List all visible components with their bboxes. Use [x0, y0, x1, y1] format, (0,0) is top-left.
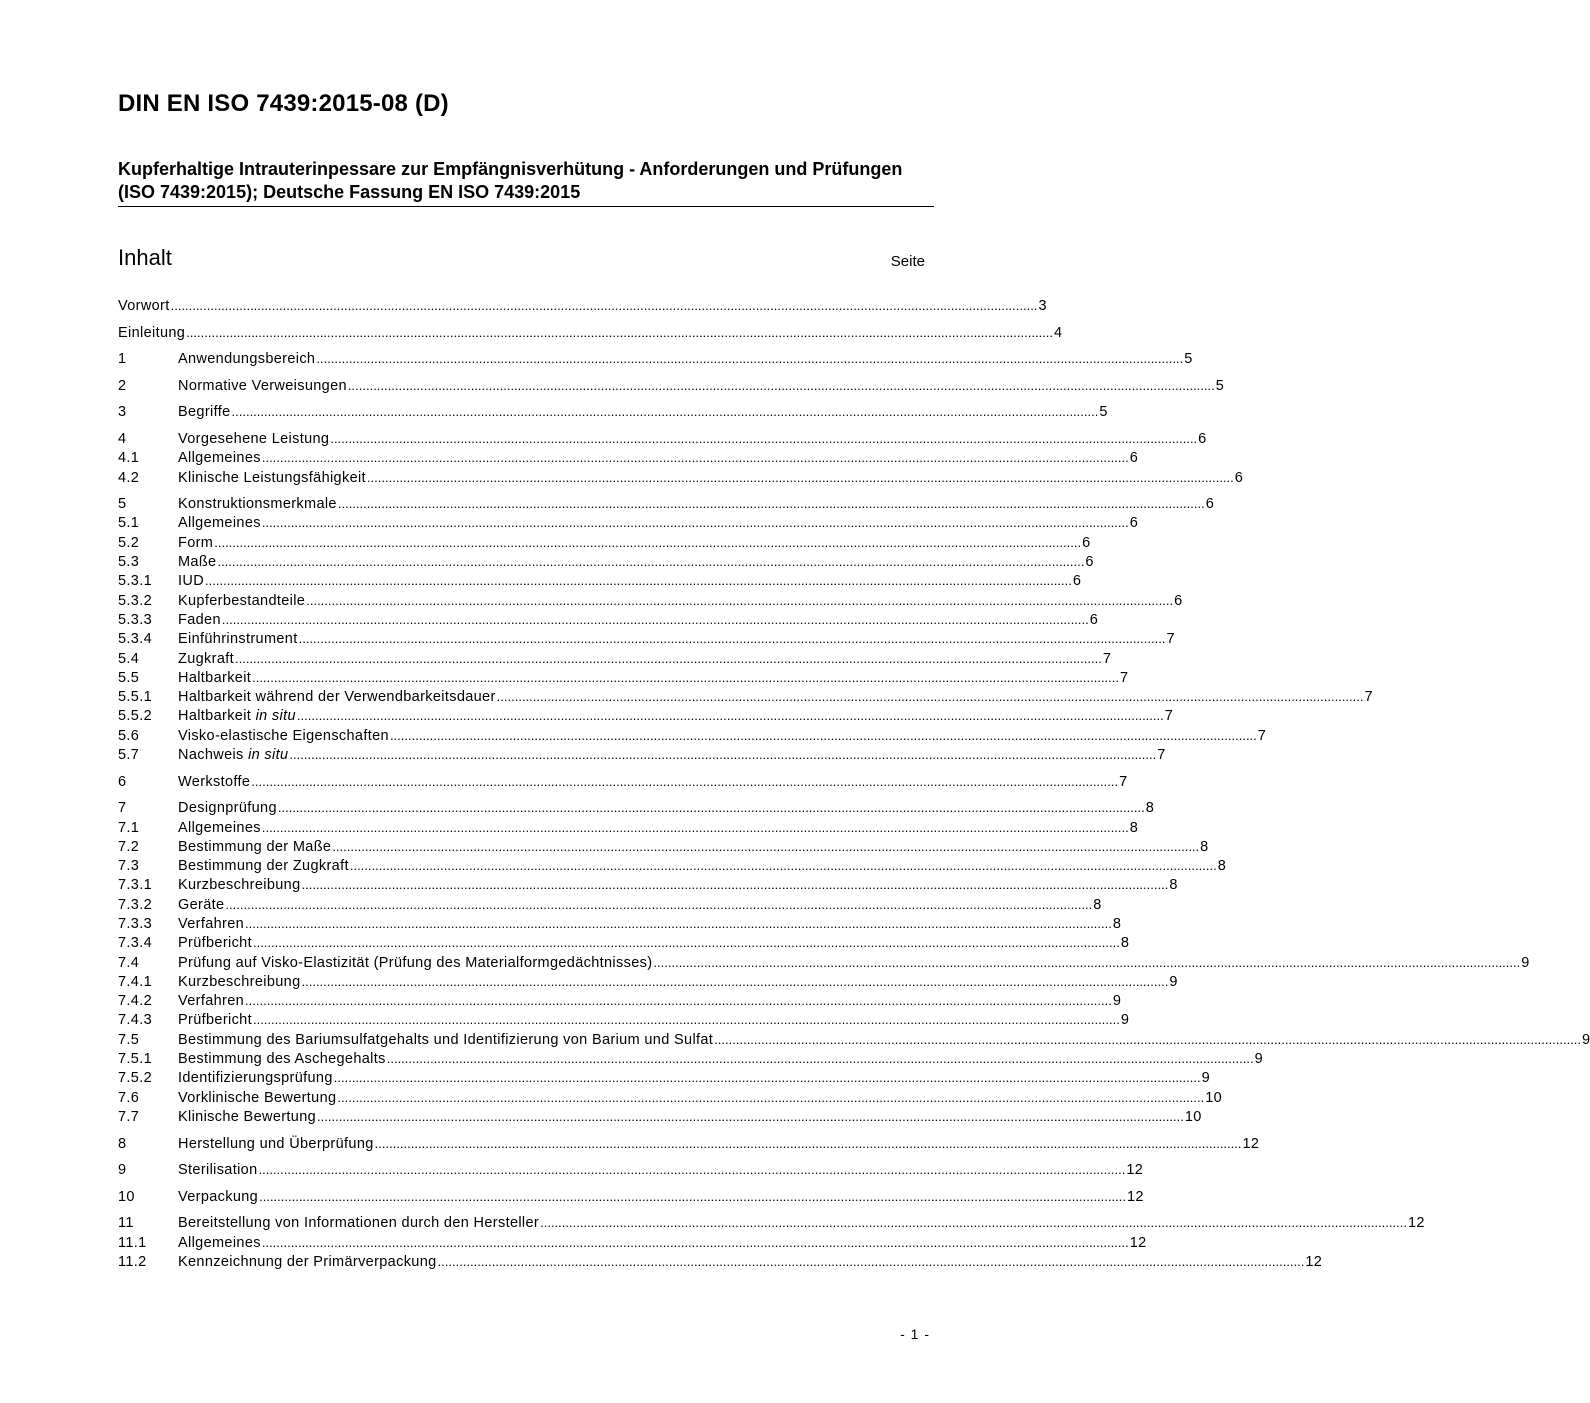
toc-entry-title: [178, 350, 315, 369]
toc-entry-page: 6: [1129, 450, 1139, 467]
toc-entry[interactable]: [118, 629, 1175, 648]
toc-entry-page: 12: [1242, 1135, 1260, 1152]
toc-dot-leader: [497, 687, 1364, 707]
toc-entry[interactable]: [118, 468, 1244, 487]
toc-entry-title-text: Identifizierungsprüfung: [178, 1070, 333, 1087]
table-of-contents: [118, 296, 1590, 1271]
toc-entry-title: [178, 1253, 437, 1272]
toc-entry[interactable]: [118, 972, 1178, 991]
toc-entry-title: [178, 1069, 333, 1088]
toc-entry-page: 8: [1169, 877, 1178, 894]
toc-entry-page: 7: [1119, 773, 1128, 790]
toc-entry-number: 7.7: [118, 1108, 140, 1125]
toc-entry-title: [178, 449, 261, 468]
toc-entry-title-text: Kupferbestandteile: [178, 592, 306, 609]
toc-entry-number: 1: [118, 351, 127, 368]
toc-entry[interactable]: [118, 1107, 1202, 1126]
toc-dot-leader: [301, 972, 1168, 992]
toc-entry-title: [178, 572, 204, 591]
toc-entry-number: 5.3.4: [118, 631, 152, 648]
toc-entry-number: 7.3.3: [118, 915, 152, 932]
toc-entry-title-text: Bestimmung des Bariumsulfatgehalts und Identifizierung von Barium und Sulfat: [178, 1031, 714, 1048]
toc-entry[interactable]: [118, 533, 1091, 552]
toc-entry-title-text: Haltbarkeit: [178, 708, 252, 725]
toc-entry-number: 7.5.2: [118, 1070, 152, 1087]
toc-entry-page: 12: [1407, 1215, 1425, 1232]
toc-entry-title: [178, 1108, 316, 1127]
toc-entry-page: 6: [1205, 496, 1215, 513]
toc-entry-number: 2: [118, 377, 127, 394]
toc-dot-leader: [289, 745, 1156, 765]
toc-entry-title: [178, 1161, 258, 1180]
toc-entry-number: 7.3.1: [118, 877, 152, 894]
toc-entry-page: 6: [1085, 554, 1094, 571]
toc-entry-title: [178, 838, 331, 857]
toc-entry-page: 12: [1126, 1188, 1144, 1205]
toc-entry-page: 3: [1038, 298, 1047, 314]
toc-entry-title-text: Klinische Bewertung: [178, 1108, 317, 1125]
toc-entry-page: 7: [1257, 727, 1267, 744]
toc-entry-number: 5.3.3: [118, 611, 152, 628]
toc-entry-page: 7: [1166, 631, 1175, 648]
toc-dot-leader: [297, 706, 1164, 726]
toc-entry[interactable]: [118, 687, 1373, 706]
toc-entry[interactable]: [118, 610, 1099, 629]
toc-entry-title-text: Prüfbericht: [178, 935, 252, 952]
toc-entry[interactable]: [118, 591, 1183, 610]
toc-entry-title: [178, 1031, 713, 1050]
toc-entry-title-text: Allgemeines: [178, 1234, 261, 1251]
toc-entry[interactable]: [118, 875, 1178, 894]
toc-entry-page: 12: [1129, 1234, 1147, 1251]
toc-entry-title: [178, 688, 496, 707]
toc-entry-number: 7.4.1: [118, 973, 152, 990]
toc-entry[interactable]: [118, 745, 1166, 764]
toc-entry-number: 5.4: [118, 650, 140, 667]
toc-entry-title: [178, 430, 329, 449]
toc-entry-title: [178, 915, 244, 934]
toc-entry-title-text: Allgemeines: [178, 450, 261, 467]
toc-entry-title: [118, 297, 170, 316]
toc-entry[interactable]: [118, 1088, 1223, 1107]
toc-entry[interactable]: [118, 296, 1047, 315]
toc-dot-leader: [259, 1160, 1126, 1180]
toc-entry-number: 10: [118, 1188, 135, 1205]
toc-entry-number: 11.1: [118, 1234, 147, 1251]
toc-page-label: Seite: [890, 253, 925, 270]
toc-entry-title-text: Verpackung: [178, 1188, 259, 1205]
toc-dot-leader: [438, 1252, 1305, 1272]
toc-entry[interactable]: [118, 1010, 1130, 1029]
toc-entry[interactable]: [118, 494, 1215, 513]
toc-entry-title: [178, 954, 652, 973]
toc-entry-page: 8: [1129, 819, 1139, 836]
toc-entry-title-text: Bestimmung des Aschegehalts: [178, 1051, 386, 1068]
toc-entry-title-text: Kurzbeschreibung: [178, 877, 301, 894]
toc-entry-title-text: Klinische Leistungsfähigkeit: [178, 469, 366, 486]
toc-entry-page: 9: [1521, 954, 1530, 971]
toc-entry-page: 7: [1102, 650, 1112, 667]
toc-entry-title-italic: in situ: [255, 708, 296, 725]
toc-entry-number: 5.5.1: [118, 689, 152, 706]
title-divider: [118, 206, 934, 207]
toc-entry-number: 4: [118, 430, 127, 447]
toc-entry-title-text: Zugkraft: [178, 650, 234, 667]
toc-entry-title: [178, 534, 213, 553]
toc-entry-page: 10: [1184, 1108, 1202, 1125]
toc-entry-title: [178, 650, 234, 669]
toc-entry-page: 7: [1157, 747, 1166, 764]
document-title: Kupferhaltige Intrauterinpessare zur Empfängnisverhütung - Anforderungen und Prüfungen (ISO 7439:2015); Deutsche Fassung EN ISO 7439:2015: [118, 159, 903, 202]
toc-entry-title-text: Einleitung: [118, 324, 186, 341]
toc-entry-number: 5.2: [118, 534, 140, 551]
toc-entry-number: 3: [118, 404, 127, 421]
toc-dot-leader: [259, 1187, 1126, 1207]
toc-entry[interactable]: [118, 649, 1112, 668]
toc-dot-leader: [299, 629, 1166, 649]
toc-dot-leader: [225, 895, 1092, 915]
toc-entry[interactable]: [118, 1068, 1211, 1087]
toc-entry-title-text: Herstellung und Überprüfung: [178, 1135, 374, 1152]
toc-entry-page: 6: [1129, 515, 1139, 532]
toc-entry-number: 5.7: [118, 747, 140, 764]
toc-dot-leader: [317, 1107, 1184, 1127]
toc-entry-title-text: Geräte: [178, 896, 225, 913]
toc-dot-leader: [375, 1134, 1242, 1154]
toc-entry[interactable]: [118, 991, 1122, 1010]
toc-entry-title-text: Verfahren: [178, 915, 245, 932]
toc-entry-page: 12: [1305, 1253, 1323, 1270]
toc-entry-title: [178, 746, 288, 765]
toc-entry-title: [178, 1234, 261, 1253]
toc-entry-page: 9: [1582, 1031, 1590, 1048]
toc-entry-title-text: Normative Verweisungen: [178, 377, 347, 394]
toc-entry-title: [178, 973, 300, 992]
toc-dot-leader: [232, 402, 1099, 422]
toc-entry-title: [178, 592, 305, 611]
toc-entry-number: 7.3.2: [118, 896, 152, 913]
toc-entry[interactable]: [118, 571, 1082, 590]
toc-dot-leader: [253, 933, 1120, 953]
toc-dot-leader: [235, 649, 1102, 669]
toc-dot-leader: [262, 448, 1129, 468]
toc-entry-title: [178, 773, 250, 792]
toc-entry-page: 8: [1093, 896, 1102, 913]
toc-entry-title-text: Allgemeines: [178, 515, 261, 532]
toc-entry[interactable]: [118, 726, 1267, 745]
toc-entry-number: 7: [118, 800, 127, 817]
toc-entry-title: [178, 876, 300, 895]
toc-entry[interactable]: [118, 798, 1155, 817]
toc-entry-title-text: Haltbarkeit: [178, 669, 252, 686]
toc-entry[interactable]: [118, 837, 1209, 856]
toc-entry[interactable]: [118, 953, 1530, 972]
toc-entry-page: 12: [1126, 1162, 1144, 1179]
toc-entry-title: [178, 1011, 252, 1030]
toc-entry-title-text: Anwendungsbereich: [178, 351, 316, 368]
toc-dot-leader: [245, 914, 1112, 934]
toc-entry-title: [178, 377, 347, 396]
toc-dot-leader: [252, 668, 1119, 688]
toc-entry-title-text: Bestimmung der Zugkraft: [178, 858, 349, 875]
toc-entry-title: [178, 934, 252, 953]
toc-entry-number: 11: [118, 1215, 134, 1232]
toc-dot-leader: [262, 818, 1129, 838]
toc-entry-title-text: Allgemeines: [178, 819, 261, 836]
toc-dot-leader: [337, 1088, 1204, 1108]
toc-entry-page: 5: [1215, 377, 1225, 394]
toc-entry-number: 5: [118, 496, 127, 513]
toc-entry[interactable]: [118, 895, 1102, 914]
toc-entry-number: 7.4.2: [118, 993, 152, 1010]
toc-entry-title: [178, 403, 231, 422]
toc-entry[interactable]: [118, 1134, 1260, 1153]
toc-dot-leader: [205, 571, 1072, 591]
toc-dot-leader: [387, 1049, 1254, 1069]
toc-entry-number: 5.3.2: [118, 592, 152, 609]
toc-entry[interactable]: [118, 914, 1122, 933]
toc-dot-leader: [251, 772, 1118, 792]
page-number: - 1 -: [900, 1326, 930, 1342]
toc-entry[interactable]: [118, 448, 1139, 467]
toc-entry-title-text: Visko-elastische Eigenschaften: [178, 727, 389, 744]
toc-dot-leader: [214, 533, 1081, 553]
toc-entry-number: 7.5.1: [118, 1051, 152, 1068]
toc-dot-leader: [262, 513, 1129, 533]
toc-entry[interactable]: [118, 1049, 1263, 1068]
toc-entry-number: 7.3.4: [118, 935, 152, 952]
toc-entry-page: 9: [1120, 1012, 1130, 1029]
toc-entry[interactable]: [118, 402, 1108, 421]
toc-entry-number: 9: [118, 1162, 127, 1179]
toc-entry-number: 7.2: [118, 838, 140, 855]
toc-entry-title: [178, 819, 261, 838]
toc-entry-page: 6: [1082, 534, 1091, 551]
toc-entry-title: [178, 630, 298, 649]
toc-dot-leader: [301, 875, 1168, 895]
toc-entry-title: [178, 1188, 258, 1207]
toc-entry[interactable]: [118, 1160, 1144, 1179]
toc-entry-title-text: Einführinstrument: [178, 631, 298, 648]
toc-entry-number: 5.5.2: [118, 708, 152, 725]
toc-entry-page: 6: [1089, 611, 1099, 628]
toc-entry[interactable]: [118, 1187, 1144, 1206]
toc-entry-title: [178, 469, 366, 488]
toc-dot-leader: [222, 610, 1089, 630]
toc-dot-leader: [350, 856, 1217, 876]
toc-entry-title: [178, 553, 216, 572]
toc-dot-leader: [306, 591, 1173, 611]
toc-dot-leader: [262, 1233, 1129, 1253]
toc-entry[interactable]: [118, 429, 1207, 448]
toc-entry-title-text: IUD: [178, 573, 205, 590]
toc-entry-page: 7: [1364, 689, 1373, 706]
toc-entry-number: 11.2: [118, 1253, 147, 1270]
toc-entry-title-text: Designprüfung: [178, 800, 277, 817]
toc-entry-page: 7: [1120, 669, 1129, 686]
toc-entry[interactable]: [118, 706, 1174, 725]
toc-entry[interactable]: [118, 376, 1225, 395]
toc-entry[interactable]: [118, 772, 1128, 791]
toc-entry-number: 5.3.1: [118, 573, 152, 590]
toc-entry[interactable]: [118, 933, 1130, 952]
toc-entry-title-text: Vorgesehene Leistung: [178, 430, 330, 447]
toc-entry-title: [178, 495, 337, 514]
toc-entry-title-text: Bestimmung der Maße: [178, 838, 332, 855]
toc-entry-title-text: Nachweis: [178, 747, 244, 764]
toc-entry-page: 9: [1254, 1051, 1263, 1068]
toc-entry[interactable]: [118, 1030, 1590, 1049]
toc-entry-number: 5.3: [118, 554, 140, 571]
toc-entry[interactable]: [118, 818, 1139, 837]
toc-entry-number: 7.4: [118, 954, 140, 971]
toc-entry-title: [178, 669, 251, 688]
toc-entry-title: [118, 324, 185, 343]
toc-entry-title-text: Kennzeichnung der Primärverpackung: [178, 1253, 437, 1270]
toc-entry-number: 5.1: [118, 515, 140, 532]
toc-entry[interactable]: [118, 323, 1063, 342]
toc-entry-title-text: Vorklinische Bewertung: [178, 1089, 337, 1106]
toc-entry-title-text: Vorwort: [118, 298, 170, 314]
toc-entry-page: 5: [1099, 404, 1108, 421]
toc-entry-title-text: Prüfung auf Visko-Elastizität (Prüfung des Materialformgedächtnisses): [178, 954, 653, 971]
toc-entry-title-text: Form: [178, 534, 214, 551]
toc-entry[interactable]: [118, 552, 1094, 571]
toc-entry-page: 5: [1184, 351, 1193, 368]
toc-entry-number: 8: [118, 1135, 127, 1152]
toc-entry-page: 10: [1205, 1089, 1223, 1106]
toc-dot-leader: [714, 1030, 1581, 1050]
toc-entry-number: 7.5: [118, 1031, 140, 1048]
toc-entry-page: 9: [1201, 1070, 1211, 1087]
toc-entry-title: [178, 857, 349, 876]
toc-entry-page: 9: [1112, 993, 1122, 1010]
toc-entry-title: [178, 611, 221, 630]
toc-entry[interactable]: [118, 668, 1129, 687]
document-id: DIN EN ISO 7439:2015-08 (D): [118, 90, 449, 117]
toc-entry-title-text: Maße: [178, 554, 217, 571]
toc-entry-number: 7.6: [118, 1089, 140, 1106]
toc-entry-title: [178, 1214, 539, 1233]
toc-entry-title: [178, 1089, 336, 1108]
toc-entry-page: 8: [1120, 935, 1130, 952]
toc-entry-title: [178, 896, 224, 915]
toc-entry[interactable]: [118, 1233, 1147, 1252]
toc-dot-leader: [316, 349, 1183, 369]
toc-entry-number: 6: [118, 773, 127, 790]
toc-entry-title-text: Bereitstellung von Informationen durch den Hersteller: [178, 1215, 540, 1232]
toc-entry-title-text: Prüfbericht: [178, 1012, 252, 1029]
toc-entry-page: 8: [1145, 800, 1155, 817]
toc-entry-title: [178, 514, 261, 533]
toc-entry-page: 6: [1072, 573, 1082, 590]
toc-dot-leader: [348, 376, 1215, 396]
toc-entry-title-text: Konstruktionsmerkmale: [178, 496, 337, 513]
toc-entry-title: [178, 799, 277, 818]
toc-dot-leader: [332, 837, 1199, 857]
toc-dot-leader: [338, 494, 1205, 514]
toc-entry[interactable]: [118, 1213, 1425, 1232]
toc-dot-leader: [390, 726, 1257, 746]
toc-entry-title-text: Verfahren: [178, 993, 245, 1010]
toc-entry-title-italic: in situ: [248, 747, 289, 764]
toc-entry-number: 7.3: [118, 858, 140, 875]
toc-entry[interactable]: [118, 349, 1193, 368]
toc-entry-title: [178, 992, 244, 1011]
toc-dot-leader: [540, 1213, 1407, 1233]
toc-entry-title-text: Werkstoffe: [178, 773, 251, 790]
toc-dot-leader: [253, 1010, 1120, 1030]
toc-dot-leader: [217, 552, 1084, 572]
toc-entry-number: 4.2: [118, 469, 140, 486]
toc-entry-page: 6: [1198, 430, 1207, 447]
toc-dot-leader: [186, 323, 1053, 343]
toc-dot-leader: [334, 1068, 1201, 1088]
toc-entry-number: 5.5: [118, 669, 140, 686]
toc-entry-title-text: Sterilisation: [178, 1162, 258, 1179]
toc-entry-page: 6: [1234, 469, 1244, 486]
toc-entry-title-text: Begriffe: [178, 404, 231, 421]
toc-dot-leader: [330, 429, 1197, 449]
toc-entry-title: [178, 1050, 386, 1069]
toc-entry-page: 4: [1054, 324, 1063, 341]
toc-entry-page: 8: [1200, 838, 1209, 855]
toc-entry-number: 7.1: [118, 819, 140, 836]
toc-entry-title: [178, 707, 296, 726]
toc-entry-number: 4.1: [118, 450, 140, 467]
toc-entry-page: 7: [1164, 708, 1174, 725]
toc-entry[interactable]: [118, 1252, 1323, 1271]
toc-entry-page: 8: [1112, 915, 1122, 932]
toc-entry-title: [178, 1135, 374, 1154]
toc-entry-title-text: Faden: [178, 611, 221, 628]
toc-entry[interactable]: [118, 513, 1139, 532]
toc-entry-number: 7.4.3: [118, 1012, 152, 1029]
toc-heading: Inhalt: [118, 245, 172, 270]
toc-entry-number: 5.6: [118, 727, 140, 744]
toc-dot-leader: [653, 953, 1520, 973]
toc-dot-leader: [171, 296, 1038, 316]
toc-entry-title: [178, 727, 389, 746]
toc-dot-leader: [245, 991, 1112, 1011]
toc-entry-page: 6: [1174, 592, 1183, 609]
toc-entry-page: 8: [1217, 858, 1227, 875]
toc-dot-leader: [278, 798, 1145, 818]
toc-entry-page: 9: [1169, 973, 1178, 990]
toc-entry-title-text: Kurzbeschreibung: [178, 973, 301, 990]
toc-entry[interactable]: [118, 856, 1227, 875]
toc-dot-leader: [367, 468, 1234, 488]
toc-entry-title-text: Haltbarkeit während der Verwendbarkeitsdauer: [178, 689, 496, 706]
